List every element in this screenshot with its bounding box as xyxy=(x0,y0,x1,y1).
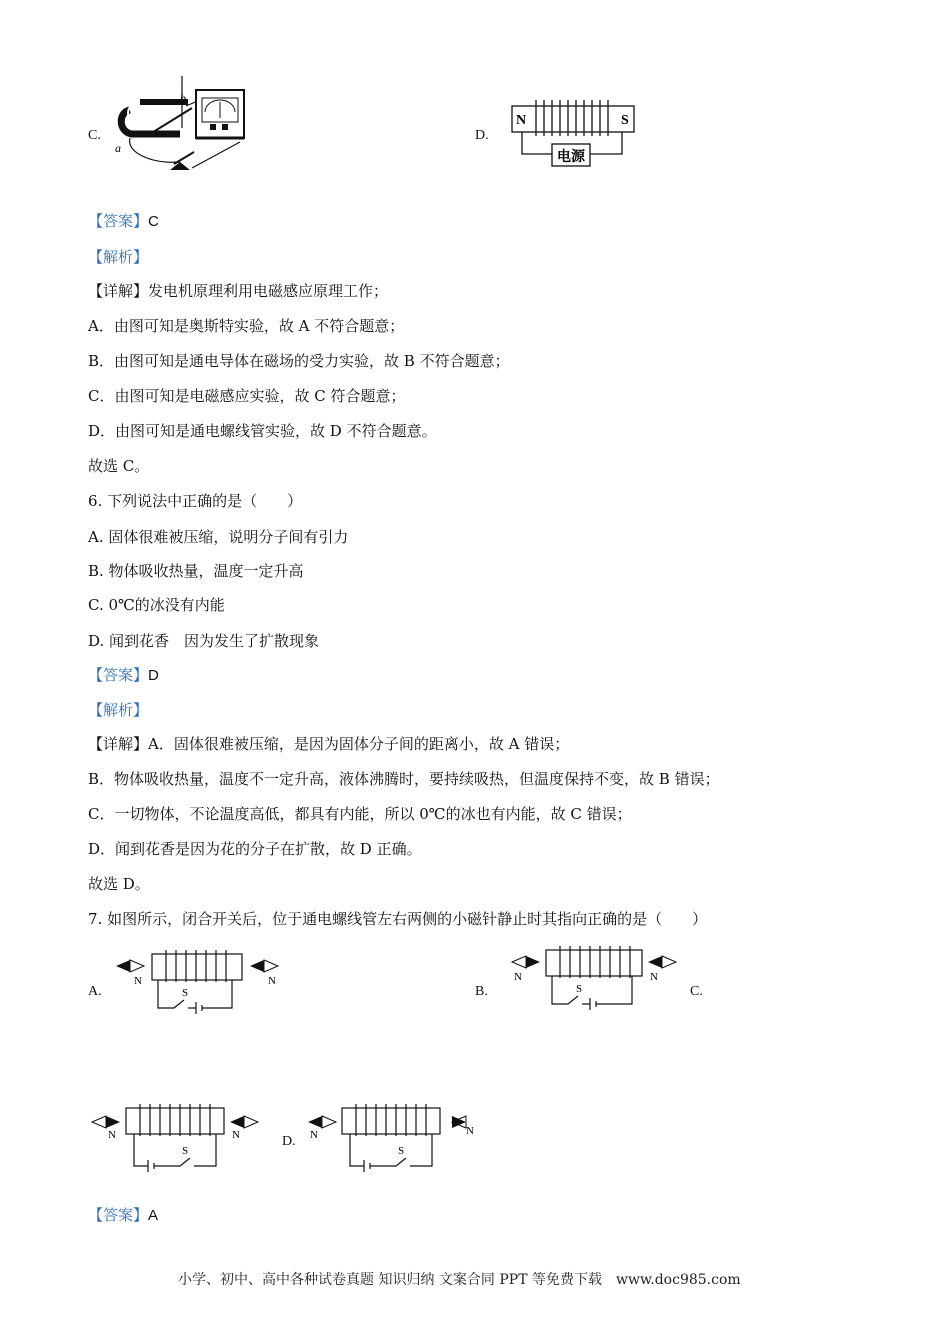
answer-value: D xyxy=(148,667,159,684)
q5-analysis-tag: 【解析】 xyxy=(88,248,149,266)
power-source-label: 电源 xyxy=(557,150,585,165)
solenoid-n-label: N xyxy=(516,113,527,128)
q7-figure-d xyxy=(306,1100,478,1175)
solenoid-source-figure xyxy=(508,96,640,178)
generator-experiment-figure xyxy=(110,72,250,182)
q5-detail xyxy=(88,281,388,301)
answer-tag: 【答案】 xyxy=(88,666,149,684)
q6-detail-line: D．闻到花香是因为花的分子在扩散，故 D 正确。 xyxy=(88,840,422,858)
option-c-label: C. xyxy=(88,128,101,143)
q6-option-b: B. 物体吸收热量，温度一定升高 xyxy=(88,562,304,580)
q7-figure-b xyxy=(508,946,680,1016)
q7-stem: 7. 如图所示，闭合开关后，位于通电螺线管左右两侧的小磁针静止时其指向正确的是（ ） xyxy=(88,910,708,928)
answer-tag: 【答案】 xyxy=(88,1206,149,1224)
needle-n-label: N xyxy=(108,1129,116,1141)
detail-intro: 发电机原理利用电磁感应原理工作； xyxy=(148,282,389,300)
q7-answer xyxy=(88,1204,158,1225)
needle-n-label: N xyxy=(134,975,142,987)
q5-detail-line: D．由图可知是通电螺线管实验，故 D 不符合题意。 xyxy=(88,422,437,440)
q7-figure-a xyxy=(112,950,284,1020)
detail-tag: 【详解】 xyxy=(88,282,149,300)
q5-detail-line: A．由图可知是奥斯特实验，故 A 不符合题意； xyxy=(88,317,405,335)
needle-n-label: N xyxy=(650,971,658,983)
answer-value: A xyxy=(148,1207,159,1224)
option-d-label: D. xyxy=(475,128,489,143)
q6-detail-line: C．一切物体，不论温度高低，都具有内能，所以 0℃的冰也有内能，故 C 错误； xyxy=(88,805,632,823)
switch-s-label: S xyxy=(398,1145,405,1157)
q6-detail-line: B．物体吸收热量，温度不一定升高，液体沸腾时，要持续吸热，但温度保持不变，故 B 错误； xyxy=(88,770,720,788)
switch-s-label: S xyxy=(576,983,583,995)
q7-option-a-label: A. xyxy=(88,984,102,999)
q6-option-a: A. 固体很难被压缩，说明分子间有引力 xyxy=(88,528,349,546)
label-a: a xyxy=(115,141,121,155)
q5-detail-line: C．由图可知是电磁感应实验，故 C 符合题意； xyxy=(88,387,406,405)
answer-tag: 【答案】 xyxy=(88,212,149,230)
q6-conclusion: 故选 D。 xyxy=(88,875,150,893)
switch-s-label: S xyxy=(182,987,189,999)
detail-tag: 【详解】 xyxy=(88,735,149,753)
q7-option-d-label: D. xyxy=(282,1134,296,1149)
page-footer: 小学、初中、高中各种试卷真题 知识归纳 文案合同 PPT 等免费下载 www.doc985.com xyxy=(178,1272,741,1288)
q6-detail xyxy=(88,734,569,754)
q5-answer xyxy=(88,210,159,231)
label-b: b xyxy=(180,91,186,105)
detail-first: A．固体很难被压缩，是因为固体分子间的距离小，故 A 错误； xyxy=(148,735,570,753)
switch-s-label: S xyxy=(182,1145,189,1157)
q6-answer xyxy=(88,664,159,685)
q6-stem: 6. 下列说法中正确的是（ ） xyxy=(88,492,303,510)
needle-n-label: N xyxy=(310,1129,318,1141)
q5-conclusion: 故选 C。 xyxy=(88,457,150,475)
q6-analysis-tag: 【解析】 xyxy=(88,701,149,719)
q7-option-c-label: C. xyxy=(690,984,703,999)
needle-n-label: N xyxy=(232,1129,240,1141)
answer-value: C xyxy=(148,213,159,230)
solenoid-s-label: S xyxy=(621,113,629,128)
needle-n-label: N xyxy=(268,975,276,987)
q7-figure-c xyxy=(88,1100,260,1175)
q6-option-d: D. 闻到花香 因为发生了扩散现象 xyxy=(88,632,320,650)
q5-detail-line: B．由图可知是通电导体在磁场的受力实验，故 B 不符合题意； xyxy=(88,352,510,370)
q7-option-b-label: B. xyxy=(475,984,488,999)
needle-n-label: N xyxy=(514,971,522,983)
q6-option-c: C. 0℃的冰没有内能 xyxy=(88,596,225,614)
needle-n-label: N xyxy=(466,1125,474,1137)
